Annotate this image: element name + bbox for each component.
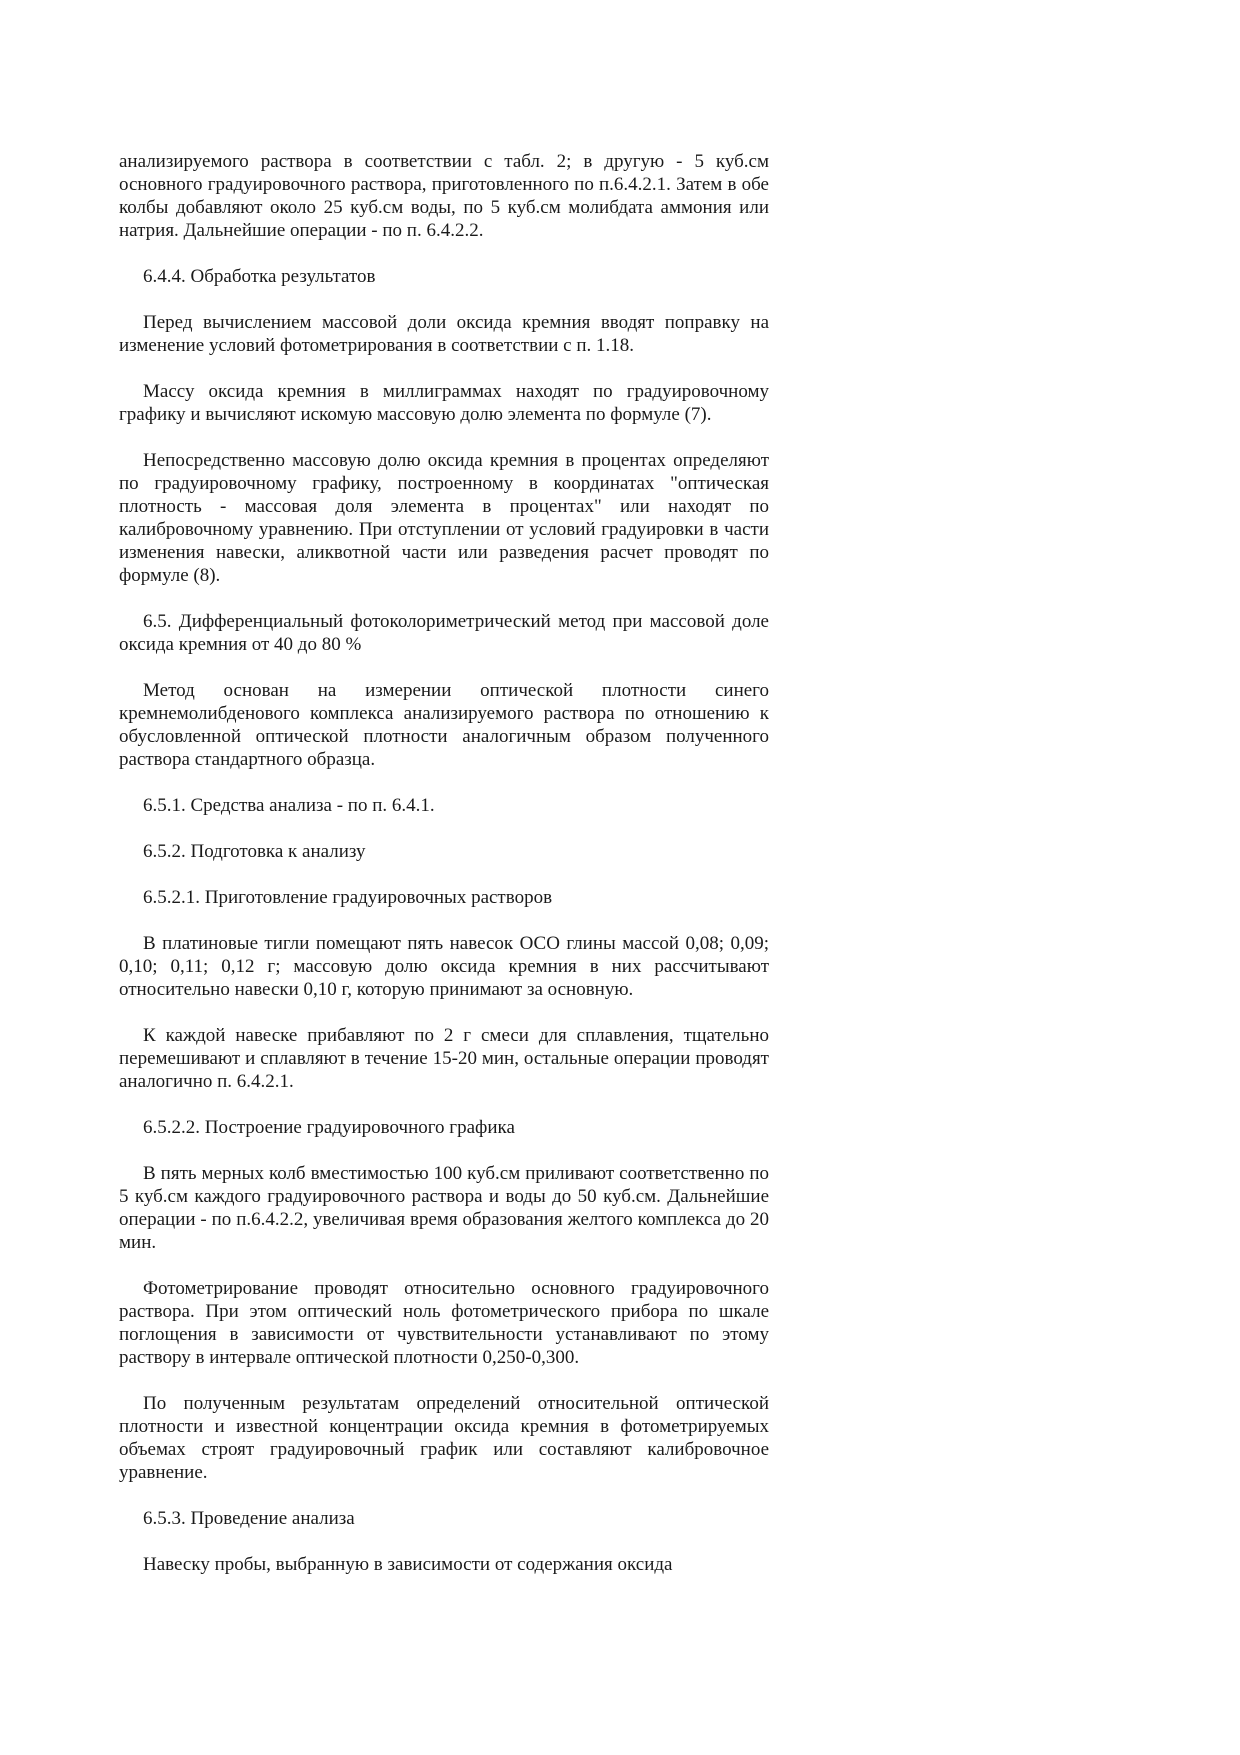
paragraph-mass-formula-7: Массу оксида кремния в миллиграммах находят по градуировочному графику и вычисляют искомую массовую долю элемента по формуле (7).: [119, 381, 769, 425]
paragraph-direct-determination: Непосредственно массовую долю оксида кремния в процентах определяют по градуировочному графику, построенному в координатах "оптическая плотность - массовая доля элемента в процентах" или находят по калибровочному уравнению. При отступлении от условий градуировки в части изменения навески, аликвотной части или разведения расчет проводят по формуле (8).: [119, 450, 769, 586]
paragraph-crucibles: В платиновые тигли помещают пять навесок ОСО глины массой 0,08; 0,09; 0,10; 0,11; 0,12 г; массовую долю оксида кремния в них рассчитывают относительно навески 0,10 г, которую принимают за основную.: [119, 933, 769, 1000]
section-heading-6-5-1: 6.5.1. Средства анализа - по п. 6.4.1.: [143, 795, 435, 816]
paragraph-continuation: анализируемого раствора в соответствии с табл. 2; в другую - 5 куб.см основного градуировочного раствора, приготовленного по п.6.4.2.1. Затем в обе колбы добавляют около 25 куб.см воды, по 5 куб.см молибдата аммония или натрия. Дальнейшие операции - по п. 6.4.2.2.: [119, 151, 769, 241]
section-heading-6-5-3: 6.5.3. Проведение анализа: [143, 1508, 355, 1529]
paragraph-sample-portion: Навеску пробы, выбранную в зависимости от содержания оксида: [143, 1554, 673, 1575]
paragraph-fusion: К каждой навеске прибавляют по 2 г смеси для сплавления, тщательно перемешивают и сплавляют в течение 15-20 мин, остальные операции проводят аналогично п. 6.4.2.1.: [119, 1025, 769, 1092]
section-heading-6-5-2-2: 6.5.2.2. Построение градуировочного графика: [143, 1117, 515, 1138]
paragraph-photometry: Фотометрирование проводят относительно основного градуировочного раствора. При этом оптический ноль фотометрического прибора по шкале поглощения в зависимости от чувствительности устанавливают по этому раствору в интервале оптической плотности 0,250-0,300.: [119, 1278, 769, 1368]
paragraph-calibration: По полученным результатам определений относительной оптической плотности и известной концентрации оксида кремния в фотометрируемых объемах строят градуировочный график или составляют калибровочное уравнение.: [119, 1393, 769, 1483]
section-heading-6-5: 6.5. Дифференциальный фотоколориметрический метод при массовой доле оксида кремния от 40 до 80 %: [119, 611, 769, 655]
paragraph-method-basis: Метод основан на измерении оптической плотности синего кремнемолибденового комплекса анализируемого раствора по отношению к обусловленной оптической плотности аналогичным образом полученного раствора стандартного образца.: [119, 680, 769, 770]
document-page: [119, 150, 769, 1599]
section-heading-6-5-2: 6.5.2. Подготовка к анализу: [143, 841, 366, 862]
section-heading-6-5-2-1: 6.5.2.1. Приготовление градуировочных растворов: [143, 887, 553, 908]
paragraph-flasks: В пять мерных колб вместимостью 100 куб.см приливают соответственно по 5 куб.см каждого градуировочного раствора и воды до 50 куб.см. Дальнейшие операции - по п.6.4.2.2, увеличивая время образования желтого комплекса до 20 мин.: [119, 1163, 769, 1253]
section-heading-6-4-4: 6.4.4. Обработка результатов: [143, 266, 376, 287]
paragraph-correction: Перед вычислением массовой доли оксида кремния вводят поправку на изменение условий фотометрирования в соответствии с п. 1.18.: [119, 312, 769, 356]
